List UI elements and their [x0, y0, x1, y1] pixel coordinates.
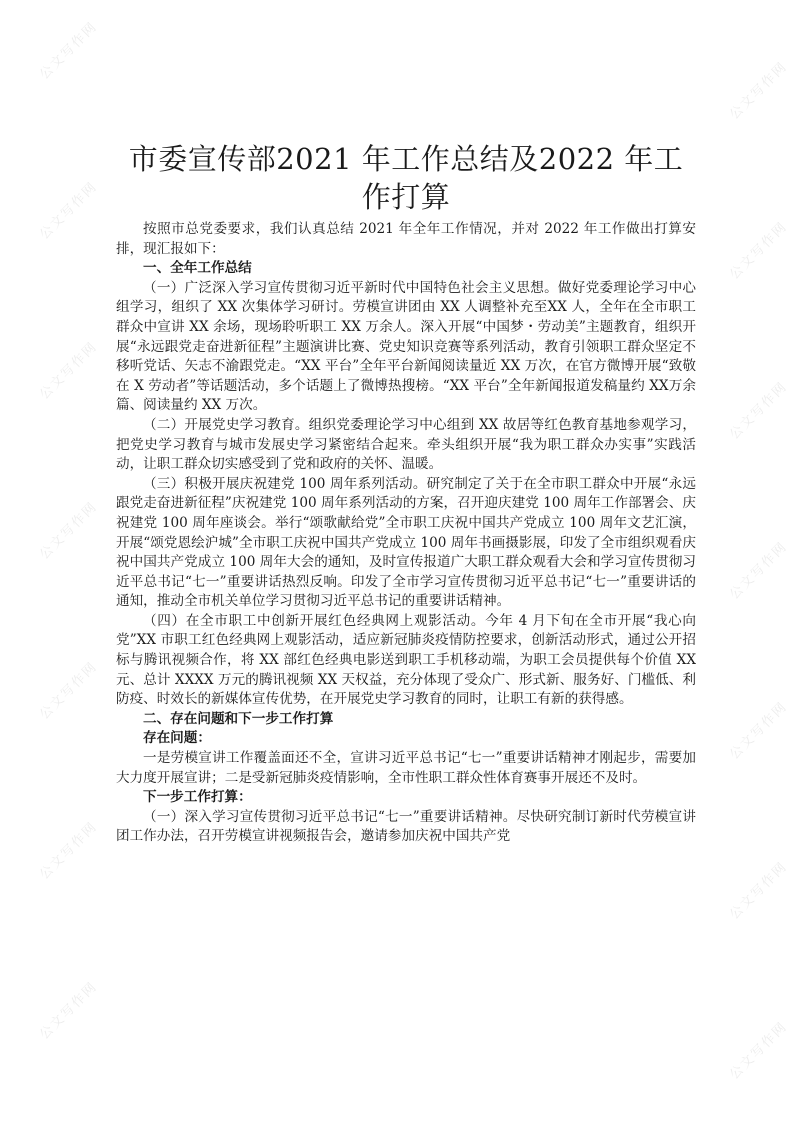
subheading-problems: 存在问题：: [143, 730, 211, 747]
watermark-text: 公文写作网: [37, 819, 101, 883]
watermark-text: 公文写作网: [37, 19, 101, 83]
watermark-text: 公文写作网: [37, 339, 101, 403]
watermark-text: 公文写作网: [727, 219, 791, 283]
intro-paragraph: 按照市总党委要求，我们认真总结 2021 年全年工作情况，并对 2022 年工作做出打算安排，现汇报如下：: [116, 221, 696, 257]
paragraph: （一）广泛深入学习宣传贯彻习近平新时代中国特色社会主义思想。做好党委理论学习中心组学习，组织了 XX 次集体学习研讨。劳模宣讲团由 XX 人调整补充至XX 人，全年在全市职工群众中宣讲 XX 余场，现场聆听职工 XX 万余人。深入开展“中国梦・劳动美”主题教育，组织开展“永远跟党走奋进新征程”主题演讲比赛、党史知识竞赛等系列活动，教育引领职工群众坚定不移听党话、矢志不渝跟党走。“XX 平台”全年平台新闻阅读量近 XX 万次，在官方微博开展“致敬在 X 劳动者”等话题活动，多个话题上了微博热搜榜。“XX 平台”全年新闻报道发稿量约 XX万余篇、阅读量约 XX 万次。: [116, 279, 696, 414]
watermark-text: 公文写作网: [37, 979, 101, 1043]
watermark-text: 公文写作网: [727, 59, 791, 123]
section-heading-summary: 一、全年工作总结: [143, 260, 252, 277]
watermark-text: 公文写作网: [37, 499, 101, 563]
document-page: [116, 140, 696, 847]
watermark-text: 公文写作网: [727, 859, 791, 923]
document-title: 市委宣传部2021 年工作总结及2022 年工作打算: [128, 142, 684, 214]
watermark-text: 公文写作网: [727, 379, 791, 443]
paragraph: （一）深入学习宣传贯彻习近平总书记“七一”重要讲话精神。尽快研究制订新时代劳模宣讲团工作办法，召开劳模宣讲视频报告会，邀请参加庆祝中国共产党: [116, 808, 696, 845]
section-heading-problems-plan: 二、存在问题和下一步工作打算: [143, 710, 334, 727]
paragraph: 一是劳模宣讲工作覆盖面还不全，宣讲习近平总书记“七一”重要讲话精神才刚起步，需要加大力度开展宣讲；二是受新冠肺炎疫情影响，全市性职工群众性体育赛事开展还不及时。: [116, 750, 696, 786]
subheading-next-steps: 下一步工作打算：: [143, 789, 252, 806]
paragraph: （四）在全市职工中创新开展红色经典网上观影活动。今年 4 月下旬在全市开展“我心向党”XX 市职工红色经典网上观影活动，适应新冠肺炎疫情防控要求，创新活动形式，通过公开招标与腾讯视频合作，将 XX 部红色经典电影送到职工手机移动端，为职工会员提供每个价值 XX 元、总计 XXXX 万元的腾讯视频 XX 天权益，充分体现了受众广、形式新、服务好、门槛低、利防疫、时效长的新媒体宣传优势，在开展党史学习教育的同时，让职工有新的获得感。: [116, 612, 696, 708]
watermark-text: 公文写作网: [727, 539, 791, 603]
watermark-text: 公文写作网: [727, 699, 791, 763]
paragraph: （二）开展党史学习教育。组织党委理论学习中心组到 XX 故居等红色教育基地参观学习，把党史学习教育与城市发展史学习紧密结合起来。牵头组织开展“我为职工群众办实事”实践活动，让职工群众切实感受到了党和政府的关怀、温暖。: [116, 416, 696, 473]
watermark-text: 公文写作网: [37, 659, 101, 723]
watermark-text: 公文写作网: [727, 1019, 791, 1083]
paragraph: （三）积极开展庆祝建党 100 周年系列活动。研究制定了关于在全市职工群众中开展“永远跟党走奋进新征程”庆祝建党 100 周年系列活动的方案，召开迎庆建党 100 周年工作部署会、庆祝建党 100 周年座谈会。举行“颂歌献给党”全市职工庆祝中国共产党成立 100 周年文艺汇演，开展“颂党恩绘沪城”全市职工庆祝中国共产党成立 100 周年书画摄影展，印发了全市组织观看庆祝中国共产党成立 100 周年大会的通知，及时宣传报道广大职工群众观看大会和学习宣传贯彻习近平总书记“七一”重要讲话热烈反响。印发了全市学习宣传贯彻习近平总书记“七一”重要讲话的通知，推动全市机关单位学习贯彻习近平总书记的重要讲话精神。: [116, 475, 696, 610]
watermark-text: 公文写作网: [37, 179, 101, 243]
